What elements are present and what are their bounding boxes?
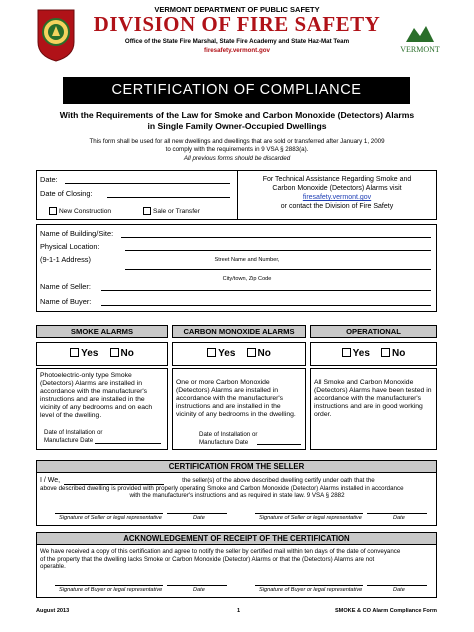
sale-transfer-option[interactable]: [143, 206, 200, 215]
buyer-date-caption: Date: [193, 587, 205, 593]
seller-signature-field-2[interactable]: [255, 513, 363, 514]
smoke-install-date-field[interactable]: [95, 443, 161, 444]
e911-address-label: (9-1-1 Address): [40, 255, 91, 264]
smoke-install-date-label: Date of Installation or Manufacture Date: [44, 429, 103, 444]
usage-note: [0, 138, 474, 154]
seller-date-field[interactable]: [167, 513, 227, 514]
form-subtitle: [0, 110, 474, 131]
seller-signature-caption-2: Signature of Seller or legal representative: [259, 515, 362, 521]
co-alarms-header: CARBON MONOXIDE ALARMS: [172, 325, 306, 338]
seller-names-field[interactable]: [64, 484, 164, 485]
seller-signature-caption: Signature of Seller or legal representative: [59, 515, 162, 521]
certification-line-1: the seller(s) of the above described dwelling certify under oath that the: [182, 477, 375, 484]
operational-no-label: No: [392, 348, 406, 359]
buyer-date-field[interactable]: [167, 585, 227, 586]
previous-forms-note: All previous forms should be discarded: [183, 155, 291, 162]
co-install-date-field[interactable]: [257, 444, 301, 445]
department-name: VERMONT DEPARTMENT OF PUBLIC SAFETY: [154, 5, 320, 14]
street-caption: Street Name and Number,: [214, 257, 280, 263]
co-yes-label: Yes: [218, 348, 236, 359]
footer-form-name: SMOKE & CO Alarm Compliance Form: [334, 608, 437, 614]
date-field[interactable]: [65, 183, 230, 184]
physical-location-label: Physical Location:: [40, 242, 100, 251]
co-yes-checkbox[interactable]: [207, 348, 216, 357]
operational-no-checkbox[interactable]: [381, 348, 390, 357]
date-label: Date:: [40, 175, 58, 184]
subtitle-line-1: With the Requirements of the Law for Smoke and Carbon Monoxide (Detectors) Alarms: [59, 110, 415, 120]
smoke-description: Photoelectric-only type Smoke (Detectors) Alarms are installed in accordance with the manufacturer's instructions and are installed in the vicinity of any bedrooms and on each level of the dwelling.: [40, 372, 153, 419]
certification-banner: CERTIFICATION OF COMPLIANCE: [63, 77, 410, 104]
smoke-alarms-header: SMOKE ALARMS: [36, 325, 168, 338]
acknowledgement-line-1: We have received a copy of this certification and agree to notify the seller by certified mail within ten days of the date of conveyance: [40, 548, 401, 555]
sale-transfer-label: Sale or Transfer: [153, 208, 200, 215]
buyer-name-field[interactable]: [101, 305, 431, 306]
property-info-box: [36, 224, 437, 312]
seller-date-caption: Date: [193, 515, 205, 521]
technical-assistance-info: [237, 175, 437, 211]
certification-line-2: above described dwelling is provided with properly operating Smoke and Carbon Monoxide (Detector) Alarms installed in accordance: [40, 484, 404, 492]
buyer-date-caption-2: Date: [393, 587, 405, 593]
iwe-label: I / We,: [40, 477, 61, 484]
acknowledgement-heading: ACKNOWLEDGEMENT OF RECEIPT OF THE CERTIFICATION: [123, 534, 350, 543]
acknowledgement-box: [36, 532, 437, 598]
operational-yes-checkbox[interactable]: [342, 348, 351, 357]
buyer-signature-field-2[interactable]: [255, 585, 363, 586]
smoke-no-checkbox[interactable]: [110, 348, 119, 357]
operational-description: All Smoke and Carbon Monoxide (Detectors) Alarms have been tested in accordance with the manufacturer's instructions and are in good working order.: [314, 379, 432, 418]
new-construction-option[interactable]: [49, 206, 111, 215]
assist-line-1: For Technical Assistance Regarding Smoke and: [262, 176, 412, 183]
division-title: DIVISION OF FIRE SAFETY: [93, 12, 381, 36]
buyer-signature-field[interactable]: [55, 585, 163, 586]
co-yes-no-cell: [172, 342, 306, 366]
new-construction-label: New Construction: [59, 208, 112, 215]
svg-text:VERMONT: VERMONT: [400, 45, 440, 54]
smoke-yes-checkbox[interactable]: [70, 348, 79, 357]
sale-transfer-checkbox[interactable]: [143, 207, 151, 215]
operational-yes-label: Yes: [352, 348, 370, 359]
co-description: One or more Carbon Monoxide (Detectors) Alarms are installed in accordance with the manufacturer's instructions and are installed in the vicinity of any bedrooms in the dwelling.: [176, 379, 296, 418]
operational-yes-no-cell: [310, 342, 437, 366]
operational-header: OPERATIONAL: [310, 325, 437, 338]
closing-date-field[interactable]: [107, 197, 230, 198]
buyer-name-label: Name of Buyer:: [40, 297, 92, 306]
acknowledgement-line-3: operable.: [40, 563, 66, 570]
seller-certification-heading: CERTIFICATION FROM THE SELLER: [168, 462, 305, 471]
seller-signature-field[interactable]: [55, 513, 163, 514]
smoke-yes-label: Yes: [81, 348, 99, 359]
office-description: Office of the State Fire Marshal, State Fire Academy and State Haz-Mat Team: [124, 38, 350, 45]
co-install-date-label: Date of Installation or Manufacture Date: [199, 431, 258, 446]
acknowledgement-line-2: of the property that the dwelling lacks Smoke or Carbon Monoxide (Detector) Alarms or that the (Detectors) Alarms are not: [40, 555, 375, 563]
vermont-logo: [400, 20, 440, 56]
city-zip-field[interactable]: [125, 269, 431, 270]
new-construction-checkbox[interactable]: [49, 207, 57, 215]
co-no-checkbox[interactable]: [247, 348, 256, 357]
city-caption: City/town, Zip Code: [222, 276, 272, 282]
seller-certification-text: [40, 477, 434, 500]
physical-location-field[interactable]: [125, 250, 431, 251]
assist-website-link[interactable]: firesafety.vermont.gov: [302, 194, 372, 201]
seller-date-field-2[interactable]: [367, 513, 427, 514]
acknowledgement-text: [40, 548, 436, 571]
footer-page-number: 1: [237, 608, 241, 614]
subtitle-line-2: in Single Family Owner-Occupied Dwellings: [147, 120, 327, 131]
seller-name-label: Name of Seller:: [40, 282, 91, 291]
co-no-label: No: [257, 348, 271, 359]
usage-line-1: This form shall be used for all new dwellings and dwellings that are sold or transferred after January 1, 2009: [89, 138, 385, 145]
footer-date: August 2013: [36, 608, 70, 614]
seller-name-field[interactable]: [101, 290, 431, 291]
buyer-date-field-2[interactable]: [367, 585, 427, 586]
usage-line-2: to comply with the requirements in 9 VSA § 2883(a).: [165, 146, 309, 153]
assist-line-2: Carbon Monoxide (Detectors) Alarms visit: [272, 185, 402, 192]
seller-date-caption-2: Date: [393, 515, 405, 521]
operational-description-cell: [310, 368, 437, 450]
smoke-description-cell: [36, 368, 168, 450]
co-description-cell: [172, 368, 306, 450]
top-info-box: [36, 170, 437, 220]
building-name-label: Name of Building/Site:: [40, 229, 114, 238]
buyer-signature-caption: Signature of Buyer or legal representative: [59, 587, 163, 593]
assist-line-3: or contact the Division of Fire Safety: [280, 203, 394, 210]
certification-line-3: with the manufacturer's instructions and as required in state law. 9 VSA § 2882: [129, 492, 345, 499]
smoke-no-label: No: [120, 348, 134, 359]
closing-date-label: Date of Closing:: [40, 189, 93, 198]
header-website-link[interactable]: firesafety.vermont.gov: [204, 47, 270, 54]
seller-certification-box: [36, 460, 437, 526]
smoke-yes-no-cell: [36, 342, 168, 366]
building-name-field[interactable]: [121, 237, 431, 238]
buyer-signature-caption-2: Signature of Buyer or legal representative: [259, 587, 363, 593]
